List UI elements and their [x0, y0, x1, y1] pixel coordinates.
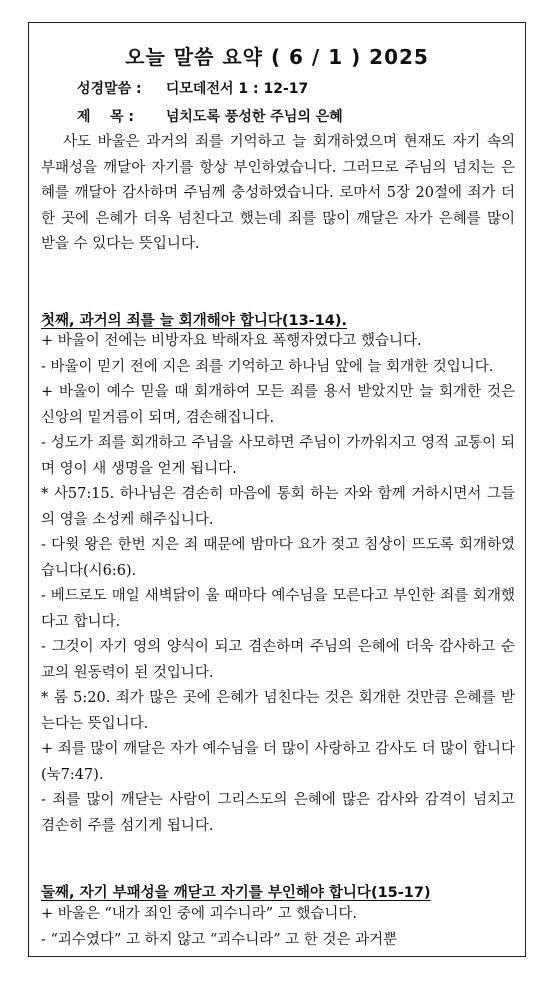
list-item: + 죄를 많이 깨달은 자가 예수님을 더 많이 사랑하고 감사도 더 많이 합니다(눅7:47).: [41, 741, 515, 783]
list-item: * 롬 5:20. 죄가 많은 곳에 은혜가 넘친다는 것은 회개한 것만큼 은혜를 받는다는 뜻입니다.: [41, 690, 515, 732]
list-item: + 바울이 전에는 비방자요 박해자요 폭행자였다고 했습니다.: [41, 333, 422, 349]
scripture-line: [77, 78, 308, 98]
section-2-list: [41, 902, 515, 953]
subject-title: 넘치도록 풍성한 주님의 은혜: [165, 109, 343, 125]
list-item: + 바울은 “내가 죄인 중에 괴수니라” 고 했습니다.: [41, 906, 357, 922]
list-item: - 그것이 자기 영의 양식이 되고 겸손하며 주님의 은혜에 더욱 감사하고 순교의 원동력이 된 것입니다.: [41, 639, 515, 681]
list-item: - 다윗 왕은 한번 지은 죄 때문에 밤마다 요가 젖고 침상이 뜨도록 회개하였습니다(시6:6).: [41, 537, 515, 579]
sermon-summary-box: [28, 22, 526, 957]
list-item: + 바울이 예수 믿을 때 회개하여 모든 죄를 용서 받았지만 늘 회개한 것은 신앙의 밑거름이 되며, 겸손해집니다.: [41, 384, 515, 426]
intro-paragraph: 사도 바울은 과거의 죄를 기억하고 늘 회개하였으며 현재도 자기 속의 부패성을 깨달아 자기를 항상 부인하였습니다. 그러므로 주님의 넘치는 은혜를 깨달아 감사하며 주님께 충성하였습니다. 로마서 5장 20절에 죄가 더한 곳에 은혜가 더욱 넘친다고 했는데 죄를 많이 깨달은 자가 은혜를 많이 받을 수 있다는 뜻입니다.: [41, 134, 515, 252]
section-2-heading: 둘째, 자기 부패성을 깨닫고 자기를 부인해야 합니다(15-17): [41, 885, 431, 901]
section-1-heading: 첫째, 과거의 죄를 늘 회개해야 합니다(13-14).: [41, 313, 347, 329]
scripture-label: 성경말씀 :: [77, 81, 142, 97]
scripture-reference: 디모데전서 1 : 12-17: [165, 81, 309, 97]
subject-line: [77, 106, 343, 126]
subject-label: 제 목 :: [77, 109, 135, 125]
section-1-list: [41, 329, 515, 839]
list-item: - 죄를 많이 깨닫는 사람이 그리스도의 은혜에 많은 감사와 감격이 넘치고 겸손히 주를 섬기게 됩니다.: [41, 792, 515, 834]
list-item: * 사57:15. 하나님은 겸손히 마음에 통회 하는 자와 함께 거하시면서 그들의 영을 소성케 해주십니다.: [41, 486, 515, 528]
list-item: - “괴수였다” 고 하지 않고 “괴수니라” 고 한 것은 과거뿐: [41, 931, 398, 948]
list-item: - 베드로도 매일 새벽닭이 울 때마다 예수님을 모른다고 부인한 죄를 회개했다고 합니다.: [41, 588, 515, 630]
list-item: - 바울이 믿기 전에 지은 죄를 기억하고 하나님 앞에 늘 회개한 것입니다.: [41, 358, 494, 375]
document-title: 오늘 말씀 요약 ( 6 / 1 ) 2025: [125, 45, 429, 69]
list-item: - 성도가 죄를 회개하고 주님을 사모하면 주님이 가까워지고 영적 교통이 되며 영이 새 생명을 얻게 됩니다.: [41, 435, 515, 477]
